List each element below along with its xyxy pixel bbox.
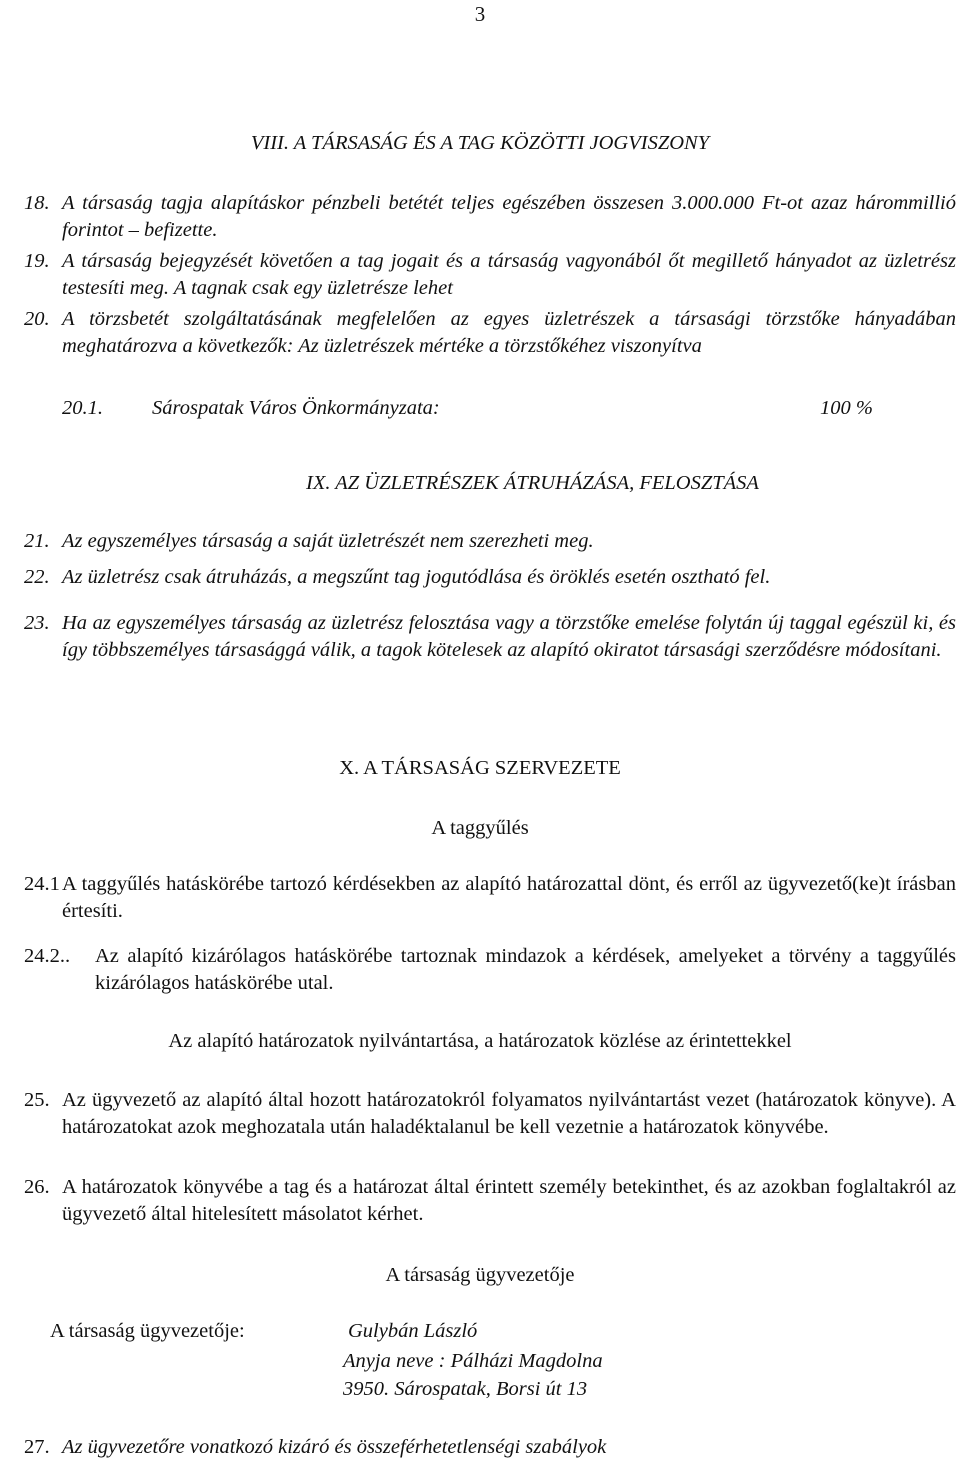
item-22-text: Az üzletrész csak átruházás, a megszűnt tag jogutódlása és öröklés esetén osztható fel. [62,566,771,588]
item-20-1-value: 100 % [820,397,873,419]
item-24-1-text: A taggyűlés hatáskörébe tartozó kérdésekben az alapító határozattal dönt, és erről az ügyvezető(ke)t írásban értesíti. [62,873,956,922]
section-9-title: IX. AZ ÜZLETRÉSZEK ÁTRUHÁZÁSA, FELOSZTÁSA [306,472,759,494]
item-20-1-name: Sárospatak Város Önkormányzata: [152,397,440,419]
item-24-2-text: Az alapító kizárólagos hatáskörébe tartoznak mindazok a kérdések, amelyeket a törvény a taggyűlés kizárólagos hatáskörébe utal. [95,945,956,994]
item-25-text: Az ügyvezető az alapító által hozott határozatokról folyamatos nyilvántartást vezet (határozatok könyve). A határozatokat azok meghozatala után haladéktalanul be kell vezetnie a határozatok könyvébe. [62,1089,956,1138]
item-24-1-number: 24.1 [24,873,60,895]
item-18-number: 18. [24,192,50,214]
manager-name: Gulybán László [348,1320,478,1342]
item-23-text: Ha az egyszemélyes társaság az üzletrész felosztása vagy a törzstőke emelése folytán új taggal egészül ki, és így többszemélyes társasággá válik, a tagok kötelesek az alapító okiratot társasági szerződésre módosítani. [62,612,956,661]
item-27-text: Az ügyvezetőre vonatkozó kizáró és összeférhetetlenségi szabályok [62,1436,607,1458]
item-21-text: Az egyszemélyes társaság a saját üzletrészét nem szerezheti meg. [62,530,594,552]
item-26-text: A határozatok könyvébe a tag és a határozat által érintett személy betekinthet, és az azokban foglaltakról az ügyvezető által hitelesített másolatot kérhet. [62,1176,956,1225]
item-19-text: A társaság bejegyzését követően a tag jogait és a társaság vagyonából őt megillető hányadot az üzletrész testesíti meg. A tagnak csak egy üzletrésze lehet [62,250,956,299]
item-24-2-number: 24.2.. [24,945,71,967]
item-18-text: A társaság tagja alapításkor pénzbeli betétét teljes egészében összesen 3.000.000 Ft-ot azaz hárommillió forintot – befizette. [62,192,956,241]
page-number: 3 [474,2,486,26]
item-27-number: 27. [24,1436,50,1458]
item-21-number: 21. [24,530,50,552]
manager-mother-name: Anyja neve : Pálházi Magdolna [343,1350,603,1372]
item-20-number: 20. [24,308,50,330]
section-10-subtitle: A taggyűlés [431,817,529,839]
item-19-number: 19. [24,250,50,272]
item-22-number: 22. [24,566,50,588]
item-26-number: 26. [24,1176,50,1198]
section-10-heading-3: A társaság ügyvezetője [385,1264,575,1286]
section-10-title: X. A TÁRSASÁG SZERVEZETE [339,757,621,779]
manager-label: A társaság ügyvezetője: [50,1320,245,1342]
item-23-number: 23. [24,612,50,634]
item-25-number: 25. [24,1089,50,1111]
section-8-title: VIII. A TÁRSASÁG ÉS A TAG KÖZÖTTI JOGVISZONY [250,132,710,154]
item-20-text: A törzsbetét szolgáltatásának megfelelően az egyes üzletrészek a társasági törzstőke hányadában meghatározva a következők: Az üzletrészek mértéke a törzstőkéhez viszonyítva [62,308,956,357]
section-10-heading-2: Az alapító határozatok nyilvántartása, a határozatok közlése az érintettekkel [168,1030,792,1052]
manager-address: 3950. Sárospatak, Borsi út 13 [343,1378,588,1400]
item-20-1-number: 20.1. [62,397,103,419]
